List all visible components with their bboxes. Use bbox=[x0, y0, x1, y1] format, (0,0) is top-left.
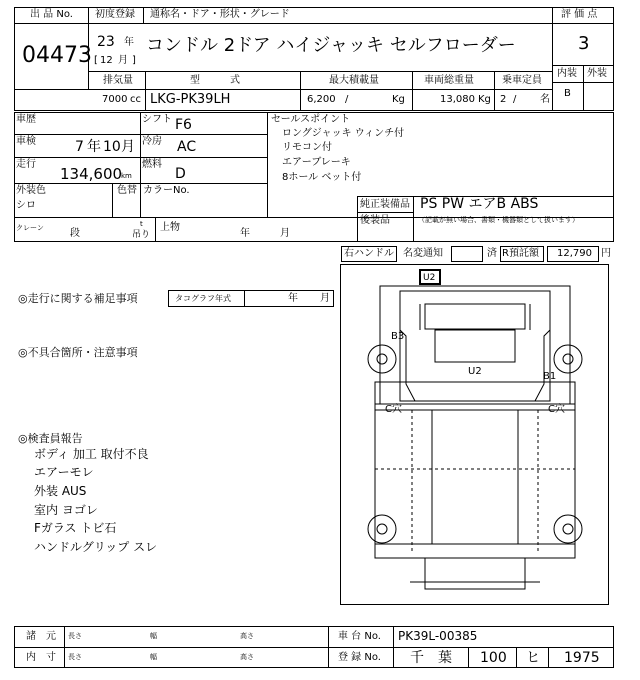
grade-label: 評 価 点 bbox=[561, 9, 598, 20]
defects-title: ◎不具合箇所・注意事項 bbox=[18, 346, 138, 359]
dims-width-label: 幅 bbox=[150, 653, 157, 661]
chassis-label: 車 台 No. bbox=[338, 631, 381, 642]
inspection-year-unit: 年 bbox=[87, 139, 101, 155]
name-change-box bbox=[451, 246, 483, 262]
max-load-unit: Kg bbox=[392, 94, 405, 105]
sales-point-1: ロングジャッキ ウィンチ付 bbox=[282, 128, 405, 139]
model-type-value: LKG-PK39LH bbox=[150, 92, 231, 107]
mileage-value: 134,600 bbox=[60, 165, 123, 183]
max-load-label: 最大積載量 bbox=[329, 75, 379, 86]
tacho-label: タコグラフ年式 bbox=[175, 294, 231, 303]
ext-color-label: 外装色 bbox=[16, 185, 46, 196]
handle-value: 右ハンドル bbox=[344, 248, 394, 259]
damage-mark-b1: B1 bbox=[543, 371, 557, 382]
inspector-item-3: 外装 AUS bbox=[34, 484, 87, 498]
crane-label: クレーン bbox=[16, 224, 44, 232]
max-load-sep: / bbox=[345, 94, 349, 105]
ext-color-value: シロ bbox=[16, 200, 36, 211]
gross-weight-value: 13,080 bbox=[440, 94, 475, 105]
inspector-item-2: エアーモレ bbox=[34, 465, 94, 479]
inspector-item-4: 室内 ヨゴレ bbox=[34, 503, 98, 517]
gross-weight-label: 車両総重量 bbox=[424, 75, 474, 86]
driving-notes-title: ◎走行に関する補足事項 bbox=[18, 292, 138, 305]
reg-label: 登 録 No. bbox=[338, 652, 381, 663]
damage-mark-c-hole-right: C穴 bbox=[548, 404, 565, 415]
crane-stage-unit: 段 bbox=[70, 228, 80, 239]
capacity-value: 2 bbox=[500, 94, 507, 105]
recycle-unit: 円 bbox=[601, 248, 611, 259]
lot-number: 04473 bbox=[22, 43, 92, 68]
lift-year-unit: 年 bbox=[240, 228, 250, 239]
capacity-unit: 名 bbox=[540, 94, 550, 105]
lift-month-unit: 月 bbox=[280, 228, 290, 239]
crane-t: t bbox=[140, 220, 143, 228]
inspector-item-5: Fガラス トビ石 bbox=[34, 521, 117, 535]
fuel-label: 燃料 bbox=[142, 159, 162, 170]
aircon-value: AC bbox=[177, 139, 197, 155]
reg-area: 千 葉 bbox=[410, 650, 452, 666]
tacho-year-unit: 年 bbox=[288, 293, 298, 304]
capacity-label: 乗車定員 bbox=[502, 75, 542, 86]
recycle-amount: 12,790 bbox=[557, 248, 592, 259]
inspector-item-1: ボディ 加工 取付不良 bbox=[34, 447, 149, 461]
name-change-label: 名変通知 bbox=[403, 248, 443, 259]
first-reg-month-unit: 月 bbox=[118, 55, 128, 66]
first-reg-label: 初度登録 bbox=[95, 9, 135, 20]
specs-width-label: 幅 bbox=[150, 632, 157, 640]
footer-dims-label: 内 寸 bbox=[26, 652, 56, 663]
displacement-unit: cc bbox=[130, 94, 141, 105]
standard-equipment-label: 純正装備品 bbox=[360, 199, 410, 210]
mileage-unit: km bbox=[121, 172, 132, 180]
sales-point-4: 8ホール ベット付 bbox=[282, 172, 362, 183]
inspector-item-6: ハンドルグリップ スレ bbox=[34, 540, 158, 554]
aftermarket-note: （記載が無い場合、書類・機器類として扱います） bbox=[418, 216, 579, 224]
color-code-label: カラーNo. bbox=[143, 185, 190, 196]
tacho-month-unit: 月 bbox=[320, 293, 330, 304]
sales-point-2: リモコン付 bbox=[282, 142, 332, 153]
sales-point-3: エアーブレーキ bbox=[282, 157, 351, 168]
aftermarket-label: 後装品 bbox=[360, 215, 390, 226]
lot-no-label: 出 品 No. bbox=[30, 9, 73, 20]
model-name-label: 通称名・ドア・形状・グレード bbox=[150, 9, 290, 20]
model-type-label: 型 式 bbox=[190, 75, 240, 86]
inspection-month: 10 bbox=[103, 139, 121, 155]
shift-value: F6 bbox=[175, 117, 192, 133]
displacement-value: 7000 bbox=[102, 94, 128, 105]
truck-diagram bbox=[340, 264, 609, 605]
damage-mark-u2: U2 bbox=[468, 366, 482, 377]
lift-label: 上物 bbox=[160, 222, 180, 233]
inspection-year: 7 bbox=[75, 139, 84, 155]
reg-kana: ヒ bbox=[526, 650, 540, 666]
gross-weight-unit: Kg bbox=[478, 94, 491, 105]
damage-mark-c-hole-left: C穴 bbox=[385, 404, 402, 415]
history-label: 車歴 bbox=[16, 114, 36, 125]
first-reg-year-unit: 年 bbox=[124, 37, 134, 48]
exterior-label: 外装 bbox=[587, 68, 607, 79]
dims-height-label: 高さ bbox=[240, 653, 254, 661]
grade-value: 3 bbox=[578, 33, 590, 54]
sales-points-title: セールスポイント bbox=[271, 114, 351, 125]
first-reg-month: 12 bbox=[100, 55, 113, 66]
specs-height-label: 高さ bbox=[240, 632, 254, 640]
recycle-done: 済 bbox=[487, 248, 497, 259]
damage-mark-u2-top: U2 bbox=[423, 273, 436, 283]
displacement-label: 排気量 bbox=[103, 75, 133, 86]
interior-label: 内装 bbox=[557, 68, 577, 79]
color-change-label: 色替 bbox=[117, 185, 137, 196]
mileage-label: 走行 bbox=[16, 159, 36, 170]
max-load-value: 6,200 bbox=[307, 94, 336, 105]
dims-length-label: 長さ bbox=[68, 653, 82, 661]
fuel-value: D bbox=[175, 166, 186, 182]
crane-lift-unit: 吊り bbox=[132, 230, 151, 240]
reg-number: 1975 bbox=[564, 650, 600, 666]
damage-mark-b3: B3 bbox=[391, 331, 405, 342]
specs-length-label: 長さ bbox=[68, 632, 82, 640]
chassis-value: PK39L-00385 bbox=[398, 629, 478, 643]
capacity-sep: / bbox=[513, 94, 517, 105]
standard-equipment-value: PS PW エアB ABS bbox=[420, 196, 539, 212]
aircon-label: 冷房 bbox=[142, 136, 162, 147]
first-reg-year: 23 bbox=[97, 34, 115, 50]
inspector-title: ◎検査員報告 bbox=[18, 432, 83, 445]
recycle-label: R預託額 bbox=[502, 248, 539, 259]
reg-class: 100 bbox=[480, 650, 507, 666]
shift-label: シフト bbox=[142, 114, 172, 125]
inspection-label: 車検 bbox=[16, 136, 36, 147]
vehicle-name: コンドル 2ドア ハイジャッキ セルフローダー bbox=[146, 35, 516, 56]
interior-grade: B bbox=[564, 88, 571, 99]
footer-specs-label: 諸 元 bbox=[26, 631, 56, 642]
inspection-month-unit: 月 bbox=[121, 139, 135, 155]
